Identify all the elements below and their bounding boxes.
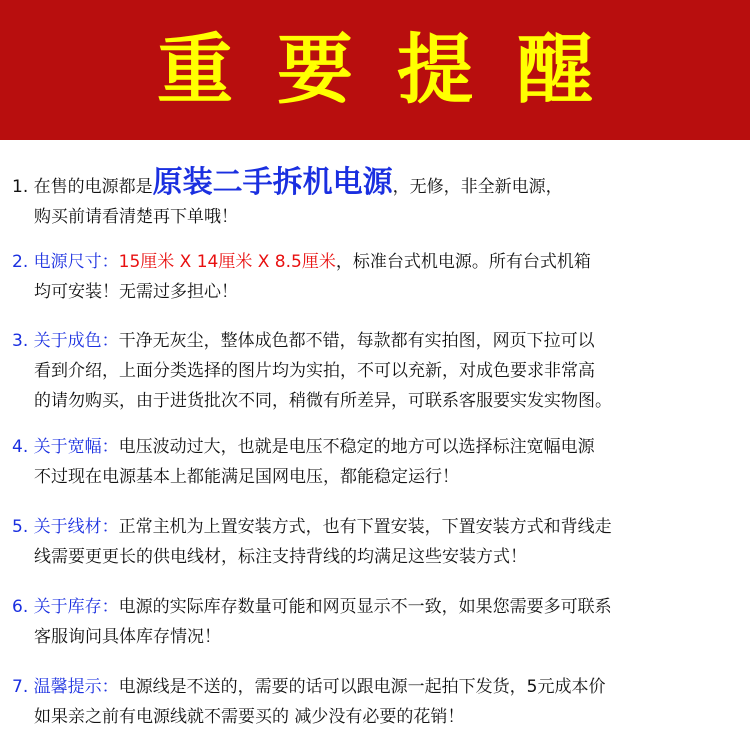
notice-item-1 [12, 165, 742, 232]
item-text-line2: 不过现在电源基本上都能满足国网电压，都能稳定运行！ [34, 467, 459, 487]
item-emphasis: 原装二手拆机电源 [152, 165, 393, 200]
page-title: 重要提醒 [157, 25, 637, 114]
item-size: 15厘米 X 14厘米 X 8.5厘米 [118, 252, 336, 272]
notice-item-2 [12, 247, 742, 307]
item-label: 关于宽幅： [33, 437, 119, 457]
item-text-line3: 的请勿购买，由于进货批次不同，稍微有所差异，可联系客服要实发实物图。 [34, 391, 612, 411]
item-text: ，无修，非全新电源， [392, 177, 563, 197]
notice-item-7 [12, 672, 742, 732]
notice-item-6 [12, 592, 742, 652]
item-text: 正常主机为上置安装方式，也有下置安装，下置安装方式和背线走 [118, 517, 612, 537]
item-text-line2: 均可安装！无需过多担心！ [34, 282, 238, 302]
item-text: 干净无灰尘，整体成色都不错，每款都有实拍图，网页下拉可以 [118, 331, 595, 351]
item-number: 5. [12, 517, 29, 537]
item-text: 电压波动过大，也就是电压不稳定的地方可以选择标注宽幅电源 [118, 437, 595, 457]
item-number: 1. [12, 177, 29, 197]
item-text-line2: 线需要更更长的供电线材，标注支持背线的均满足这些安装方式！ [34, 547, 527, 567]
item-label: 关于成色： [33, 331, 119, 351]
item-text: 在售的电源都是 [33, 177, 153, 197]
item-text-line2: 如果亲之前有电源线就不需要买的 减少没有必要的花销！ [34, 707, 465, 727]
item-number: 6. [12, 597, 29, 617]
item-label: 温馨提示： [33, 677, 119, 697]
item-label: 关于库存： [33, 597, 119, 617]
item-label: 关于线材： [33, 517, 119, 537]
notice-item-5 [12, 512, 742, 572]
item-number: 4. [12, 437, 29, 457]
item-text: ，标准台式机电源。所有台式机箱 [335, 252, 591, 272]
item-label: 电源尺寸： [33, 252, 119, 272]
item-number: 7. [12, 677, 29, 697]
item-number: 3. [12, 331, 29, 351]
item-number: 2. [12, 252, 29, 272]
notice-item-3 [12, 326, 742, 416]
header-banner [0, 0, 750, 140]
item-text-line2: 购买前请看清楚再下单哦！ [34, 207, 238, 227]
item-text-line2: 看到介绍，上面分类选择的图片均为实拍，不可以充新，对成色要求非常高 [34, 361, 595, 381]
item-text: 电源线是不送的，需要的话可以跟电源一起拍下发货，5元成本价 [118, 677, 606, 697]
item-text: 电源的实际库存数量可能和网页显示不一致，如果您需要多可联系 [118, 597, 612, 617]
notice-item-4 [12, 432, 742, 492]
item-text-line2: 客服询问具体库存情况！ [34, 627, 221, 647]
